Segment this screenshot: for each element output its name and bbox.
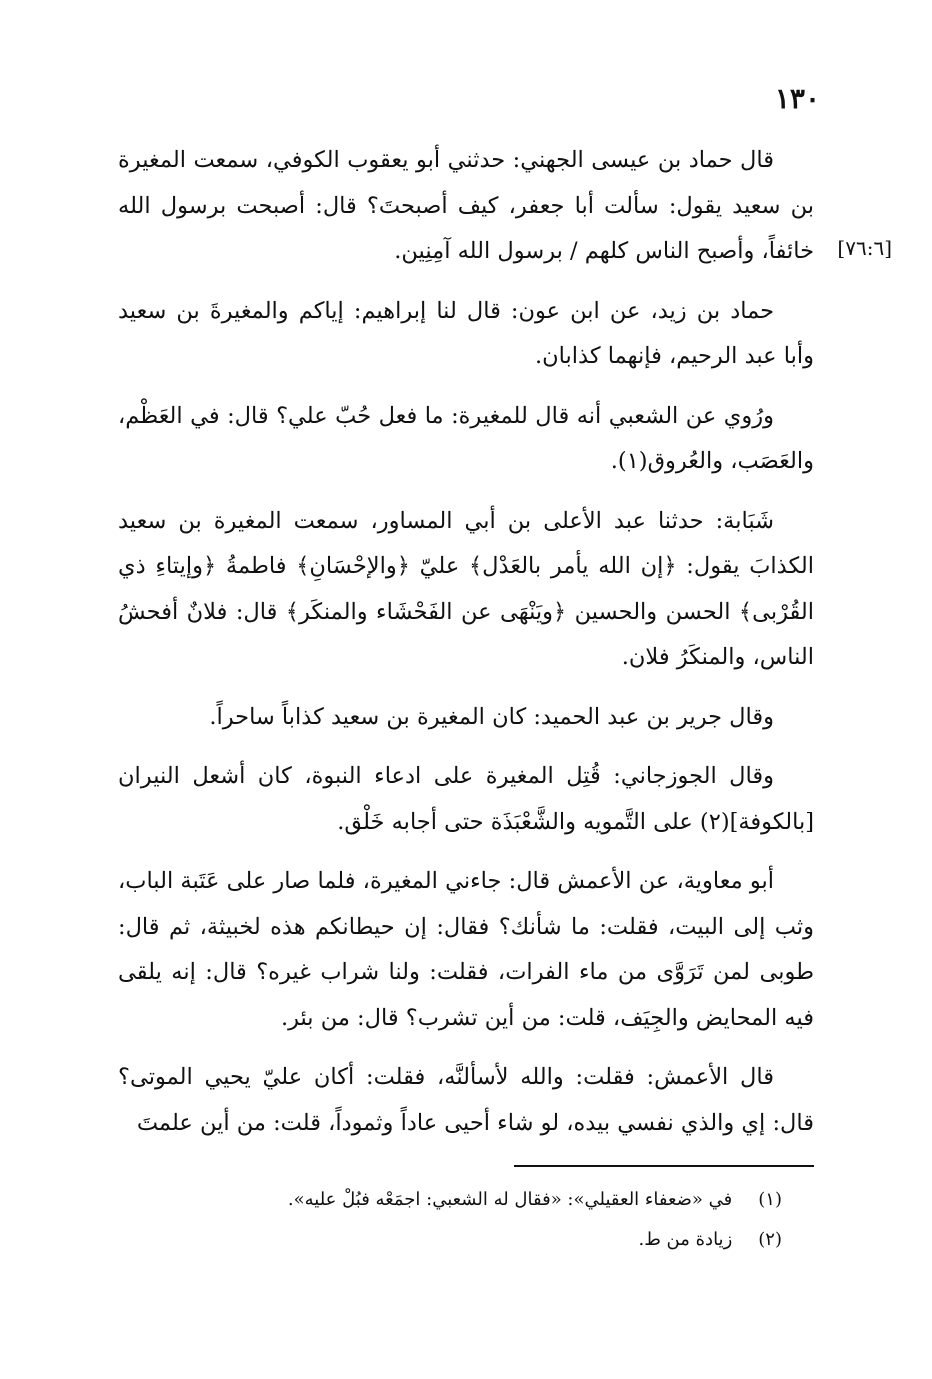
paragraph: وقال الجوزجاني: قُتِل المغيرة على ادعاء النبوة، كان أشعل النيران [بالكوفة](٢) على التَّمويه والشَّعْبَذَة حتى أجابه خَلْق. bbox=[118, 763, 814, 835]
page-number: ١٣٠ bbox=[774, 82, 820, 115]
footnote-number: (١) bbox=[758, 1189, 782, 1210]
margin-reference: [٧٦:٦] bbox=[837, 236, 892, 260]
paragraph: أبو معاوية، عن الأعمش قال: جاءني المغيرة، فلما صار على عَتَبة الباب، وثب إلى البيت، فقلت: ما شأنك؟ فقال: إن حيطانكم هذه لخبيثة، ثم قال: طوبى لمن تَرَوَّى من ماء الفرات، فقلت: ولنا شراب غيره؟ قال: إنه يلقى فيه المحايض والجِيَف، قلت: من أين تشرب؟ قال: من بئر. bbox=[118, 868, 814, 1031]
footnote-number: (٢) bbox=[758, 1229, 782, 1250]
footnote-divider bbox=[514, 1165, 814, 1167]
footnotes bbox=[122, 1180, 782, 1260]
paragraph: قال حماد بن عيسى الجهني: حدثني أبو يعقوب الكوفي، سمعت المغيرة بن سعيد يقول: سألت أبا جعفر، كيف أصبحتَ؟ قال: أصبحت برسول الله خائفاً، وأصبح الناس كلهم / برسول الله آمِنِين. bbox=[118, 147, 814, 264]
paragraph: حماد بن زيد، عن ابن عون: قال لنا إبراهيم: إياكم والمغيرةَ بن سعيد وأبا عبد الرحيم، فإنهما كذابان. bbox=[118, 297, 814, 369]
paragraph: قال الأعمش: فقلت: والله لأسألنَّه، فقلت: أكان عليّ يحيي الموتى؟ قال: إي والذي نفسي بيده، لو شاء أحيى عاداً وثموداً، قلت: من أين علمتَ bbox=[118, 1064, 814, 1136]
footnote-text: في «ضعفاء العقيلي»: «فقال له الشعبي: اجمَعْه فبُلْ عليه». bbox=[287, 1189, 733, 1210]
footnote-text: زيادة من ط. bbox=[638, 1229, 733, 1250]
main-text bbox=[118, 138, 814, 1160]
paragraph: ورُوي عن الشعبي أنه قال للمغيرة: ما فعل حُبّ علي؟ قال: في العَظْم، والعَصَب، والعُروق(١). bbox=[118, 402, 814, 474]
paragraph: شَبَابة: حدثنا عبد الأعلى بن أبي المساور، سمعت المغيرة بن سعيد الكذابَ يقول: ﴿إن الله يأمر بالعَدْل﴾ عليّ ﴿والإحْسَانِ﴾ فاطمةُ ﴿وإيتاءِ ذي القُرْبى﴾ الحسن والحسين ﴿ويَنْهَى عن الفَحْشَاء والمنكَر﴾ قال: فلانٌ أفحشُ الناس، والمنكَرُ فلان. bbox=[118, 507, 814, 670]
paragraph: وقال جرير بن عبد الحميد: كان المغيرة بن سعيد كذاباً ساحراً. bbox=[209, 703, 774, 730]
footnote bbox=[122, 1220, 782, 1260]
footnote bbox=[122, 1180, 782, 1220]
